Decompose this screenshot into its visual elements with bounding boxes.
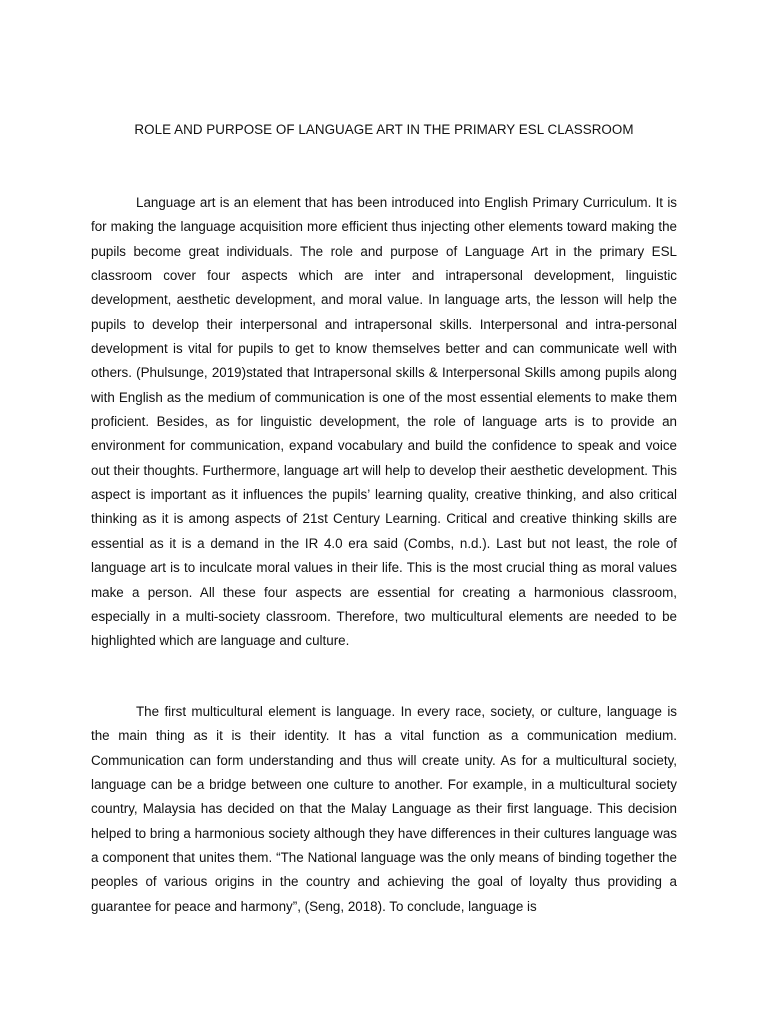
paragraph-role-and-purpose: Language art is an element that has been introduced into English Primary Curriculum. It is for making the language acquisition more efficient thus injecting other elements toward making the pupils become great individuals. The role and purpose of Language Art in the primary ESL classroom cover four aspects which are inter and intrapersonal development, linguistic development, aesthetic development, and moral value. In language arts, the lesson will help the pupils to develop their interpersonal and intrapersonal skills. Interpersonal and intra-personal development is vital for pupils to get to know themselves better and can communicate well with others. (Phulsunge, 2019)stated that Intrapersonal skills & Interpersonal Skills among pupils along with English as the medium of communication is one of the most essential elements to make them proficient. Besides, as for linguistic development, the role of language arts is to provide an environment for communication, expand vocabulary and build the confidence to speak and voice out their thoughts. Furthermore, language art will help to develop their aesthetic development. This aspect is important as it influences the pupils’ learning quality, creative thinking, and also critical thinking as it is among aspects of 21st Century Learning. Critical and creative thinking skills are essential as it is a demand in the IR 4.0 era said (Combs, n.d.). Last but not least, the role of language art is to inculcate moral values in their life. This is the most crucial thing as moral values make a person. All these four aspects are essential for creating a harmonious classroom, especially in a multi-society classroom. Therefore, two multicultural elements are needed to be highlighted which are language and culture.: [91, 195, 677, 649]
paragraph-language-element: The first multicultural element is language. In every race, society, or culture, language is the main thing as it is their identity. It has a vital function as a communication medium. Communication can form understanding and thus will create unity. As for a multicultural society, language can be a bridge between one culture to another. For example, in a multicultural society country, Malaysia has decided on that the Malay Language as their first language. This decision helped to bring a harmonious society although they have differences in their cultures language was a component that unites them. “The National language was the only means of binding together the peoples of various origins in the country and achieving the goal of loyalty thus providing a guarantee for peace and harmony”, (Seng, 2018). To conclude, language is: [91, 704, 677, 914]
document-title: ROLE AND PURPOSE OF LANGUAGE ART IN THE PRIMARY ESL CLASSROOM: [134, 122, 634, 137]
